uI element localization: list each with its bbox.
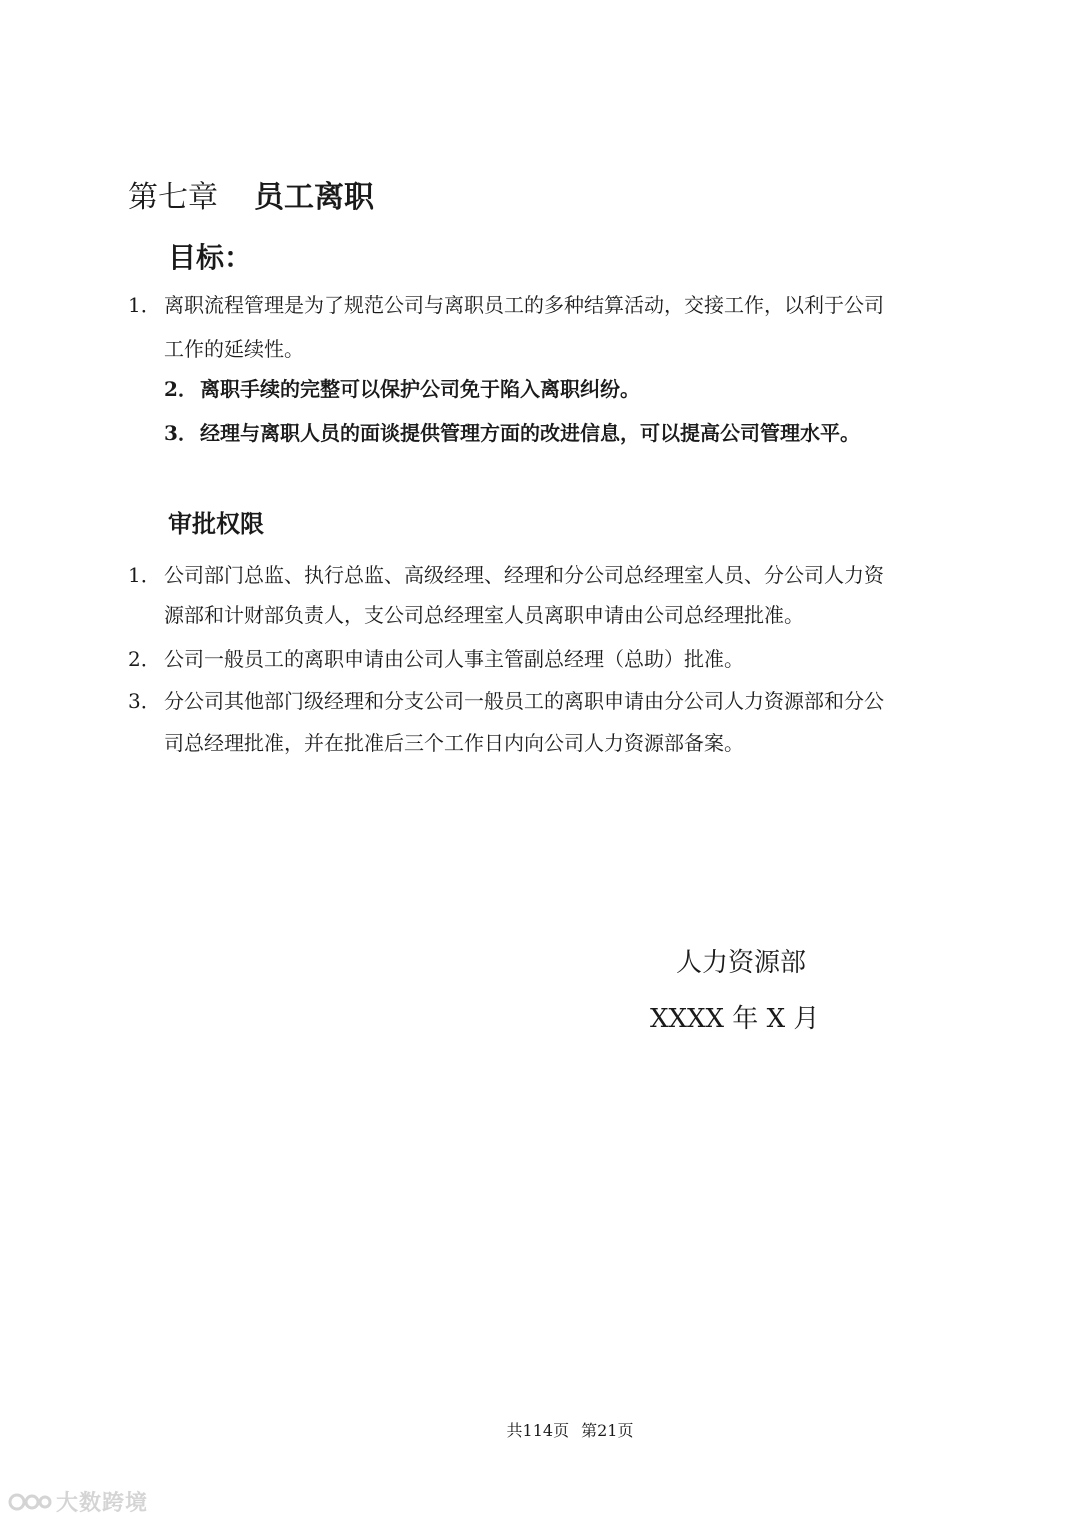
approval-heading: 审批权限	[168, 509, 264, 538]
goal-item-1-line-1	[128, 290, 884, 320]
page-footer	[0, 1419, 1080, 1443]
watermark-text: 大数跨境	[56, 1491, 149, 1516]
chapter-name: 员工离职	[254, 180, 374, 215]
approval-item-2-text: 公司一般员工的离职申请由公司人事主管副总经理（总助）批准。	[164, 647, 744, 671]
goal-item-1-line-2: 工作的延续性。	[164, 337, 304, 361]
goal-item-2-text: 离职手续的完整可以保护公司免于陷入离职纠纷。	[200, 377, 640, 401]
goal-item-1-text-1: 离职流程管理是为了规范公司与离职员工的多种结算活动，交接工作，以利于公司	[164, 293, 884, 317]
approval-item-3-line-2: 司总经理批准，并在批准后三个工作日内向公司人力资源部备案。	[164, 731, 744, 755]
signature-department: 人力资源部	[676, 948, 807, 978]
approval-item-1-line-1	[128, 560, 884, 590]
watermark	[8, 1489, 148, 1519]
goal-item-1-number: 1．	[128, 293, 161, 317]
footer-current-page: 第21页	[581, 1421, 634, 1440]
footer-total-pages: 共114页	[506, 1421, 570, 1440]
watermark-logo-icon	[8, 1491, 52, 1513]
goal-item-3-text: 经理与离职人员的面谈提供管理方面的改进信息，可以提高公司管理水平。	[200, 421, 860, 445]
approval-item-3-text-1: 分公司其他部门级经理和分支公司一般员工的离职申请由分公司人力资源部和分公	[164, 689, 884, 713]
approval-item-1-text-1: 公司部门总监、执行总监、高级经理、经理和分公司总经理室人员、分公司人力资	[164, 563, 884, 587]
approval-item-3-line-1	[128, 686, 884, 716]
approval-item-1-number: 1．	[128, 563, 161, 587]
goal-item-3	[164, 418, 860, 448]
goal-item-3-number: 3．	[164, 421, 198, 445]
chapter-title	[128, 176, 374, 220]
goal-item-2	[164, 374, 640, 404]
chapter-number: 第七章	[128, 180, 218, 215]
signature-date: XXXX 年 X 月	[650, 1004, 820, 1034]
approval-item-3-number: 3．	[128, 689, 161, 713]
approval-item-2	[128, 644, 744, 674]
approval-item-1-line-2: 源部和计财部负责人，支公司总经理室人员离职申请由公司总经理批准。	[164, 603, 804, 627]
goals-heading: 目标：	[168, 241, 253, 274]
approval-item-2-number: 2．	[128, 647, 161, 671]
goal-item-2-number: 2．	[164, 377, 198, 401]
